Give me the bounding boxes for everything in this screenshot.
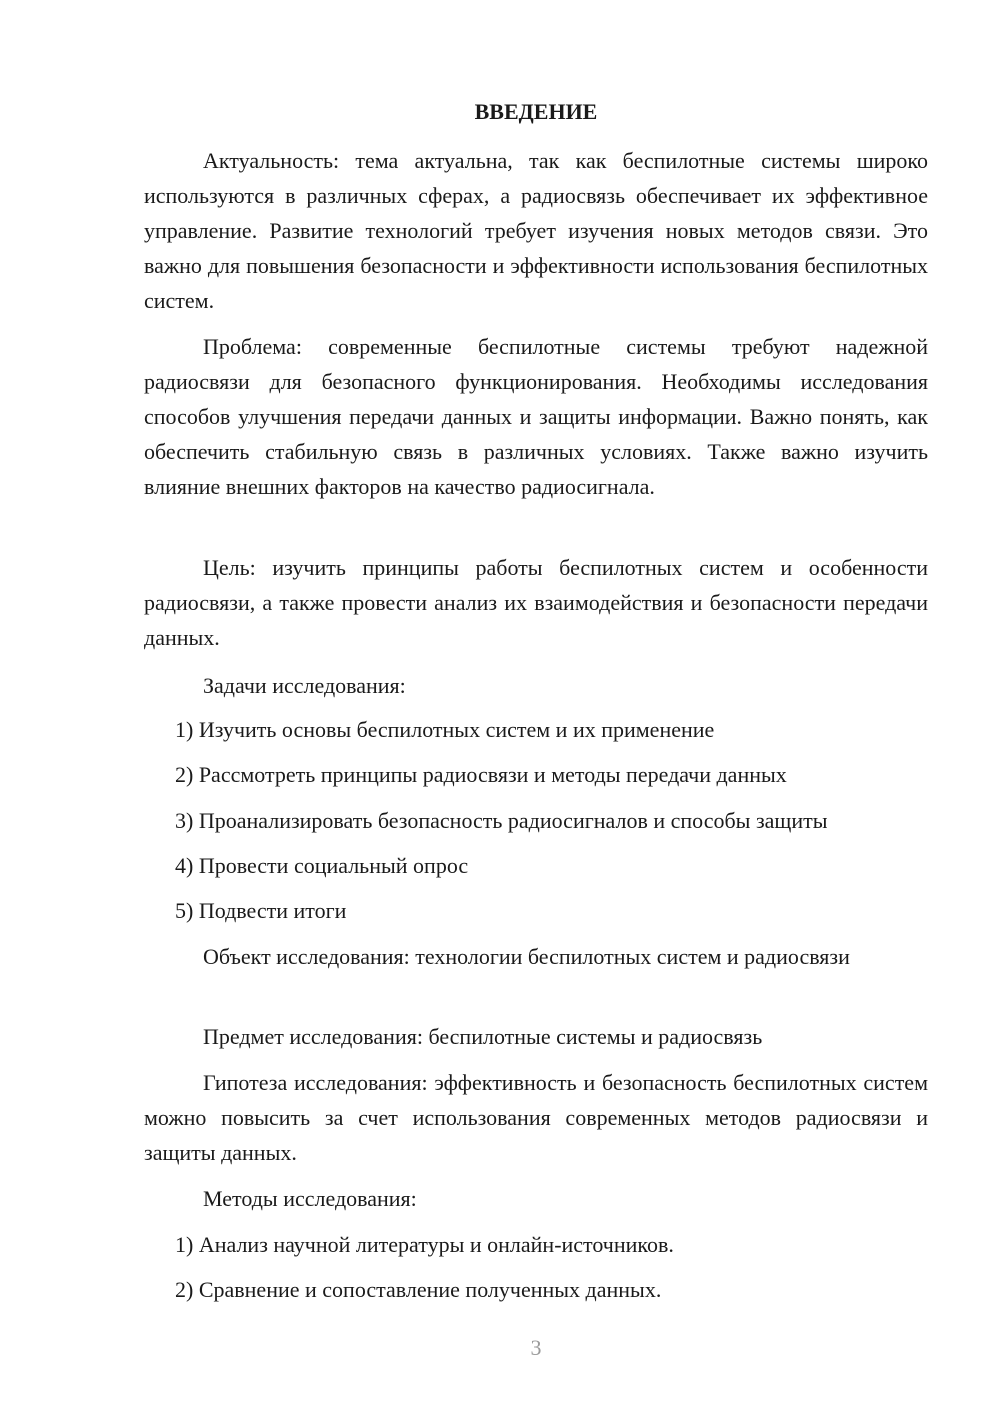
methods-heading: Методы исследования:	[203, 1186, 417, 1211]
method-item-2: 2) Сравнение и сопоставление полученных данных.	[175, 1277, 662, 1302]
method-item-1: 1) Анализ научной литературы и онлайн-источников.	[175, 1232, 674, 1257]
paragraph-subject: Предмет исследования: беспилотные системы и радиосвязь	[203, 1024, 763, 1049]
paragraph-hypothesis: Гипотеза исследования: эффективность и безопасность беспилотных систем можно повысить за счет использования современных методов радиосвязи и защиты данных.	[144, 1070, 928, 1165]
task-item-3: 3) Проанализировать безопасность радиосигналов и способы защиты	[175, 808, 828, 833]
page-number: 3	[530, 1335, 542, 1360]
section-title: ВВЕДЕНИЕ	[474, 99, 598, 124]
document-page	[144, 0, 928, 1414]
task-item-2: 2) Рассмотреть принципы радиосвязи и методы передачи данных	[175, 762, 787, 787]
task-item-4: 4) Провести социальный опрос	[175, 853, 469, 878]
paragraph-goal: Цель: изучить принципы работы беспилотных систем и особенности радиосвязи, а также провести анализ их взаимодействия и безопасности передачи данных.	[144, 555, 928, 650]
paragraph-relevance: Актуальность: тема актуальна, так как беспилотные системы широко используются в различных сферах, а радиосвязь обеспечивает их эффективное управление. Развитие технологий требует изучения новых методов связи. Это важно для повышения безопасности и эффективности использования беспилотных систем.	[144, 148, 928, 313]
task-item-1: 1) Изучить основы беспилотных систем и их применение	[175, 717, 715, 742]
paragraph-object: Объект исследования: технологии беспилотных систем и радиосвязи	[203, 944, 850, 969]
task-item-5: 5) Подвести итоги	[175, 898, 347, 923]
tasks-heading: Задачи исследования:	[203, 673, 406, 698]
paragraph-problem: Проблема: современные беспилотные системы требуют надежной радиосвязи для безопасного функционирования. Необходимы исследования способов улучшения передачи данных и защиты информации. Важно понять, как обеспечить стабильную связь в различных условиях. Также важно изучить влияние внешних факторов на качество радиосигнала.	[144, 334, 928, 499]
